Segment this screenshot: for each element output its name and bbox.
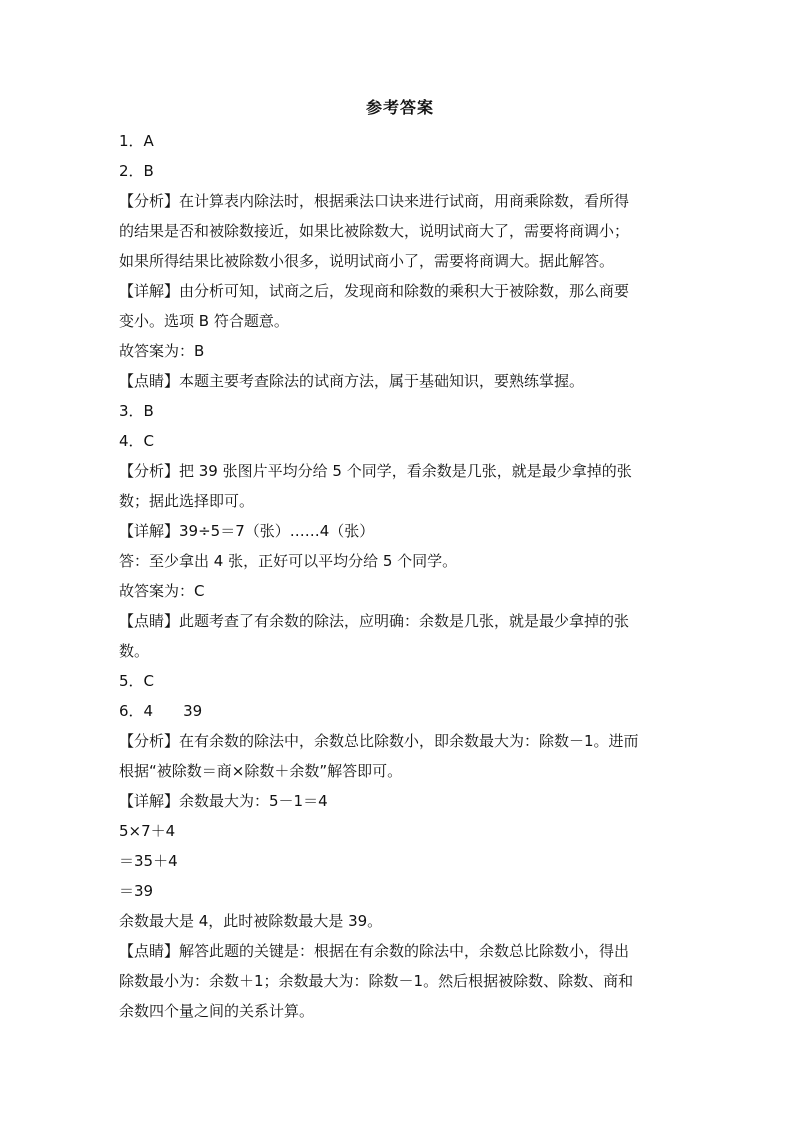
answer-line: 数。 — [119, 642, 150, 660]
answer-line: 故答案为：C — [119, 582, 205, 600]
answer-line: 的结果是否和被除数接近，如果比被除数大，说明试商大了，需要将商调小； — [119, 222, 630, 240]
answer-line: 数；据此选择即可。 — [119, 492, 255, 510]
answer-line: 故答案为：B — [119, 342, 205, 360]
answer-line: 【详解】由分析可知，试商之后，发现商和除数的乘积大于被除数，那么商要 — [119, 282, 630, 300]
answer-line: ＝39 — [119, 882, 154, 900]
answer-line: 【点睛】本题主要考查除法的试商方法，属于基础知识，要熟练掌握。 — [119, 372, 585, 390]
page-title: 参考答案 — [365, 98, 434, 117]
answer-line: ＝35＋4 — [119, 852, 178, 870]
answer-line: 如果所得结果比被除数小很多，说明试商小了，需要将商调大。据此解答。 — [119, 252, 615, 270]
answer-line: 余数四个量之间的关系计算。 — [119, 1002, 315, 1020]
answer-line: 【详解】余数最大为：5－1＝4 — [119, 792, 328, 810]
answer-line: 【分析】在计算表内除法时，根据乘法口诀来进行试商，用商乘除数，看所得 — [119, 192, 630, 210]
answer-line: 变小。选项 B 符合题意。 — [119, 312, 289, 330]
answer-line: 根据“被除数＝商×除数＋余数”解答即可。 — [119, 762, 403, 780]
answer-line: 3．B — [119, 402, 154, 420]
answer-line: 6．4 39 — [119, 702, 203, 720]
answer-line: 【分析】在有余数的除法中，余数总比除数小，即余数最大为：除数－1。进而 — [119, 732, 639, 750]
answer-line: 2．B — [119, 162, 154, 180]
answer-line: 4．C — [119, 432, 155, 450]
answer-content — [119, 126, 684, 1026]
answer-line: 【点睛】解答此题的关键是：根据在有余数的除法中，余数总比除数小，得出 — [119, 942, 630, 960]
answer-line: 【详解】39÷5＝7（张）……4（张） — [119, 522, 375, 540]
answer-line: 【点睛】此题考查了有余数的除法，应明确：余数是几张，就是最少拿掉的张 — [119, 612, 630, 630]
answer-line: 答：至少拿出 4 张，正好可以平均分给 5 个同学。 — [119, 552, 458, 570]
answer-line: 1．A — [119, 132, 154, 150]
answer-line: 余数最大是 4，此时被除数最大是 39。 — [119, 912, 383, 930]
answer-line: 【分析】把 39 张图片平均分给 5 个同学，看余数是几张，就是最少拿掉的张 — [119, 462, 632, 480]
answer-line: 5．C — [119, 672, 155, 690]
answer-line: 除数最小为：余数＋1；余数最大为：除数－1。然后根据被除数、除数、商和 — [119, 972, 634, 990]
answer-line: 5×7＋4 — [119, 822, 176, 840]
